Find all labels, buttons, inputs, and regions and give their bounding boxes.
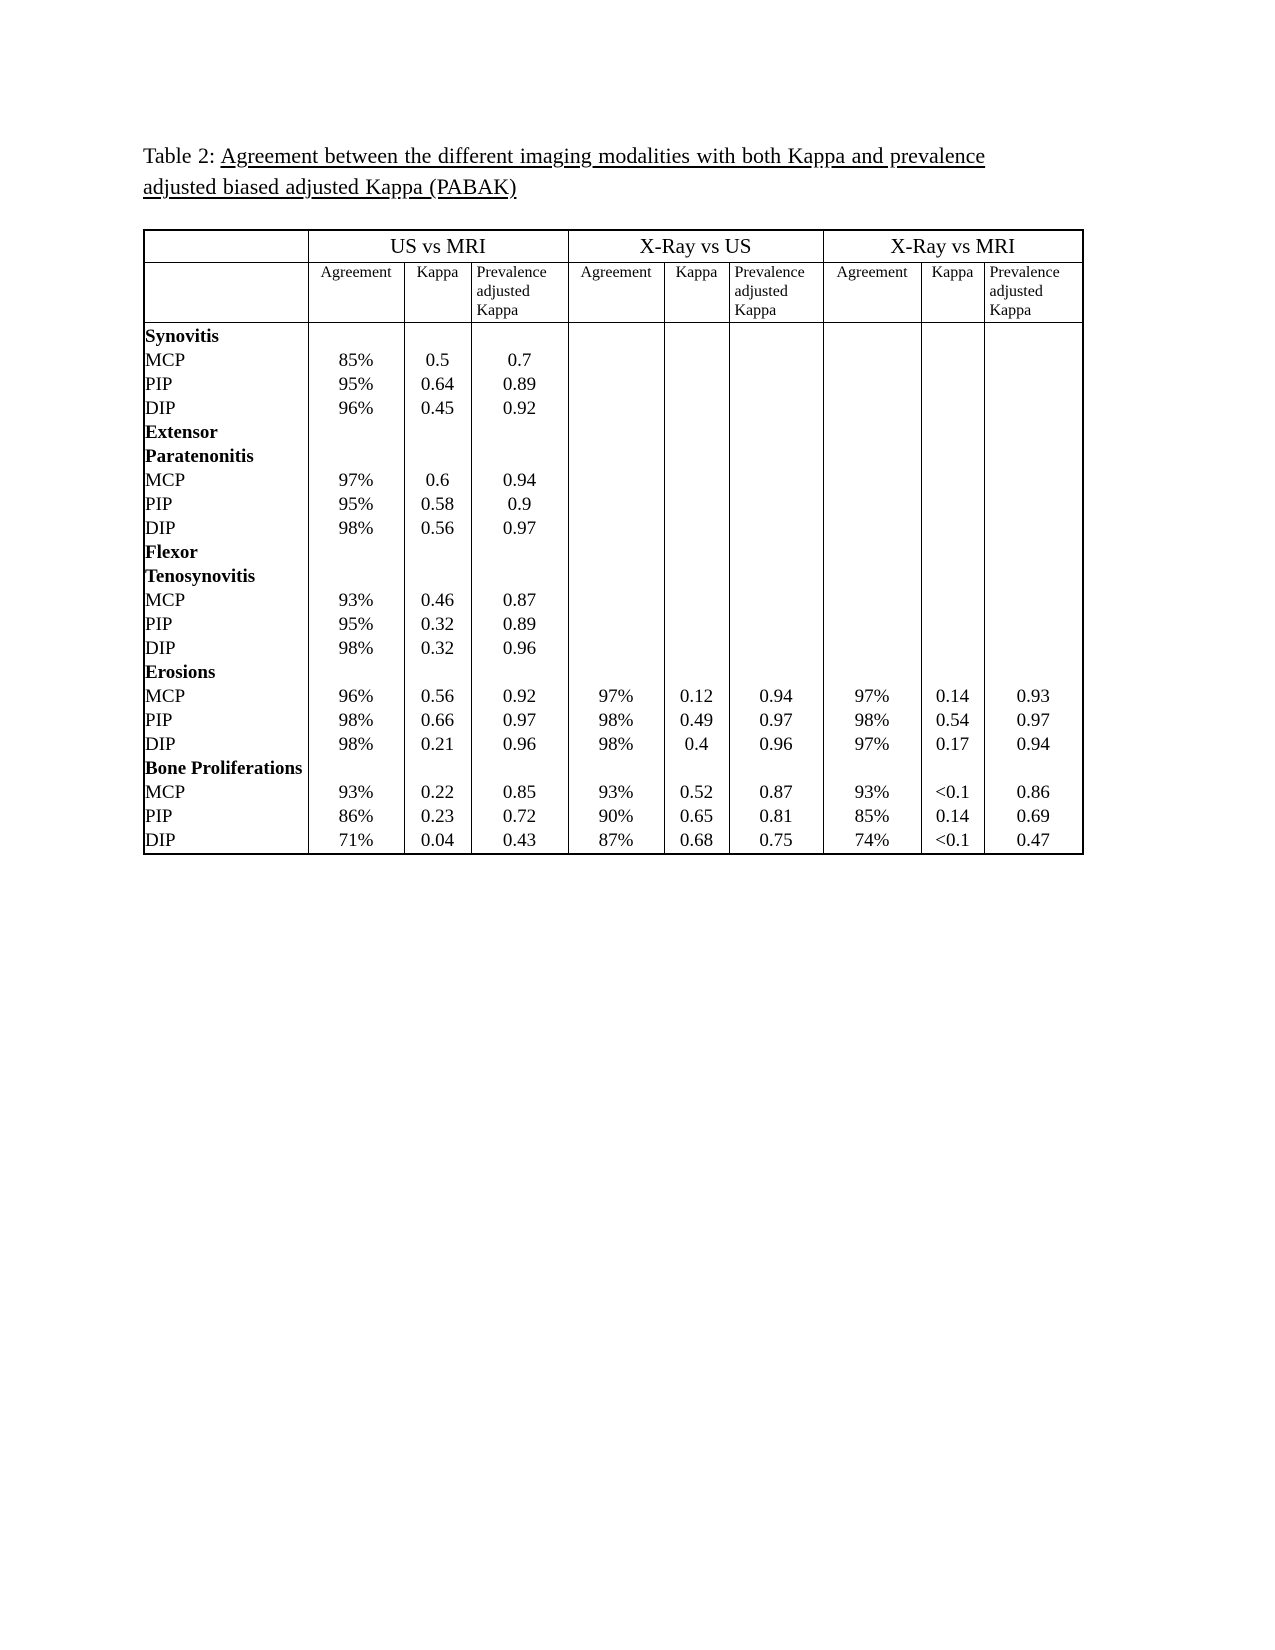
value-cell bbox=[471, 323, 568, 350]
value-cell: 0.45 bbox=[404, 397, 471, 421]
value-cell: 0.56 bbox=[404, 517, 471, 541]
value-cell bbox=[471, 421, 568, 469]
data-row bbox=[144, 493, 1083, 517]
section-row bbox=[144, 421, 1083, 469]
value-cell bbox=[664, 517, 729, 541]
value-cell: 0.68 bbox=[664, 829, 729, 854]
value-cell bbox=[984, 421, 1083, 469]
value-cell: 0.97 bbox=[984, 709, 1083, 733]
value-cell bbox=[568, 421, 664, 469]
value-cell: 93% bbox=[568, 781, 664, 805]
subheader-kappa: Kappa bbox=[921, 263, 984, 323]
agreement-table bbox=[143, 229, 1084, 855]
subheader-agreement: Agreement bbox=[568, 263, 664, 323]
value-cell bbox=[664, 757, 729, 781]
value-cell: 0.32 bbox=[404, 613, 471, 637]
value-cell: 0.49 bbox=[664, 709, 729, 733]
value-cell: 0.64 bbox=[404, 373, 471, 397]
data-row bbox=[144, 829, 1083, 854]
table-caption-line2: adjusted biased adjusted Kappa (PABAK) bbox=[143, 174, 517, 199]
value-cell bbox=[823, 637, 921, 661]
value-cell: 0.32 bbox=[404, 637, 471, 661]
value-cell: 85% bbox=[308, 349, 404, 373]
value-cell bbox=[921, 637, 984, 661]
value-cell bbox=[823, 541, 921, 589]
value-cell bbox=[729, 637, 823, 661]
value-cell: 0.4 bbox=[664, 733, 729, 757]
value-cell bbox=[921, 421, 984, 469]
value-cell bbox=[568, 637, 664, 661]
value-cell: 0.43 bbox=[471, 829, 568, 854]
row-label: PIP bbox=[144, 493, 308, 517]
value-cell bbox=[664, 493, 729, 517]
value-cell bbox=[729, 469, 823, 493]
value-cell: 0.5 bbox=[404, 349, 471, 373]
value-cell bbox=[984, 397, 1083, 421]
value-cell: 0.66 bbox=[404, 709, 471, 733]
corner-cell bbox=[144, 230, 308, 263]
data-row bbox=[144, 469, 1083, 493]
value-cell: 97% bbox=[823, 733, 921, 757]
value-cell bbox=[568, 517, 664, 541]
value-cell bbox=[568, 589, 664, 613]
section-row bbox=[144, 541, 1083, 589]
subheader-agreement: Agreement bbox=[308, 263, 404, 323]
value-cell bbox=[404, 661, 471, 685]
value-cell: 95% bbox=[308, 613, 404, 637]
group-header-xray-vs-us: X-Ray vs US bbox=[568, 230, 823, 263]
row-label: DIP bbox=[144, 397, 308, 421]
value-cell: 0.72 bbox=[471, 805, 568, 829]
value-cell: 0.56 bbox=[404, 685, 471, 709]
value-cell bbox=[568, 349, 664, 373]
value-cell: 0.14 bbox=[921, 805, 984, 829]
value-cell: 97% bbox=[308, 469, 404, 493]
value-cell bbox=[664, 469, 729, 493]
row-label: DIP bbox=[144, 829, 308, 854]
value-cell bbox=[984, 757, 1083, 781]
group-header-us-vs-mri: US vs MRI bbox=[308, 230, 568, 263]
value-cell bbox=[729, 493, 823, 517]
value-cell: 0.96 bbox=[471, 733, 568, 757]
data-row bbox=[144, 397, 1083, 421]
value-cell: 87% bbox=[568, 829, 664, 854]
value-cell: 86% bbox=[308, 805, 404, 829]
value-cell bbox=[823, 421, 921, 469]
section-row bbox=[144, 757, 1083, 781]
row-label: PIP bbox=[144, 805, 308, 829]
value-cell bbox=[471, 661, 568, 685]
value-cell bbox=[823, 517, 921, 541]
value-cell bbox=[568, 397, 664, 421]
value-cell bbox=[921, 397, 984, 421]
value-cell: 98% bbox=[308, 637, 404, 661]
value-cell bbox=[664, 373, 729, 397]
section-row bbox=[144, 661, 1083, 685]
value-cell bbox=[404, 757, 471, 781]
value-cell bbox=[664, 397, 729, 421]
value-cell bbox=[664, 421, 729, 469]
section-label: Bone Proliferations bbox=[144, 757, 308, 781]
value-cell bbox=[568, 541, 664, 589]
value-cell: 0.04 bbox=[404, 829, 471, 854]
page-content bbox=[143, 140, 1082, 855]
value-cell bbox=[471, 757, 568, 781]
value-cell: 97% bbox=[568, 685, 664, 709]
value-cell bbox=[404, 421, 471, 469]
value-cell bbox=[921, 469, 984, 493]
value-cell: 0.87 bbox=[729, 781, 823, 805]
value-cell: 0.65 bbox=[664, 805, 729, 829]
value-cell bbox=[823, 493, 921, 517]
value-cell: 74% bbox=[823, 829, 921, 854]
value-cell: 0.21 bbox=[404, 733, 471, 757]
value-cell bbox=[404, 541, 471, 589]
value-cell: 0.96 bbox=[471, 637, 568, 661]
value-cell bbox=[984, 613, 1083, 637]
section-label: Erosions bbox=[144, 661, 308, 685]
section-label: Synovitis bbox=[144, 323, 308, 350]
data-row bbox=[144, 517, 1083, 541]
value-cell bbox=[984, 541, 1083, 589]
row-label: MCP bbox=[144, 589, 308, 613]
section-label: Extensor Paratenonitis bbox=[144, 421, 308, 469]
value-cell: 96% bbox=[308, 685, 404, 709]
subheader-pabak: Prevalence adjusted Kappa bbox=[729, 263, 823, 323]
value-cell: 0.14 bbox=[921, 685, 984, 709]
value-cell bbox=[729, 757, 823, 781]
value-cell: 0.46 bbox=[404, 589, 471, 613]
value-cell bbox=[664, 661, 729, 685]
data-row bbox=[144, 373, 1083, 397]
value-cell: 95% bbox=[308, 373, 404, 397]
value-cell bbox=[568, 613, 664, 637]
value-cell bbox=[568, 323, 664, 350]
value-cell: 98% bbox=[308, 709, 404, 733]
value-cell bbox=[984, 661, 1083, 685]
value-cell: <0.1 bbox=[921, 781, 984, 805]
row-label: MCP bbox=[144, 685, 308, 709]
value-cell: 98% bbox=[568, 709, 664, 733]
value-cell bbox=[984, 517, 1083, 541]
subheader-pabak: Prevalence adjusted Kappa bbox=[471, 263, 568, 323]
value-cell bbox=[308, 757, 404, 781]
table-header bbox=[144, 230, 1083, 323]
value-cell: 0.6 bbox=[404, 469, 471, 493]
value-cell: 0.23 bbox=[404, 805, 471, 829]
value-cell: 0.89 bbox=[471, 613, 568, 637]
value-cell bbox=[921, 661, 984, 685]
value-cell bbox=[921, 541, 984, 589]
value-cell bbox=[984, 469, 1083, 493]
section-row bbox=[144, 323, 1083, 350]
value-cell bbox=[823, 469, 921, 493]
value-cell bbox=[921, 757, 984, 781]
value-cell bbox=[308, 421, 404, 469]
value-cell: 0.89 bbox=[471, 373, 568, 397]
value-cell bbox=[823, 589, 921, 613]
value-cell: 97% bbox=[823, 685, 921, 709]
value-cell: 98% bbox=[823, 709, 921, 733]
data-row bbox=[144, 349, 1083, 373]
value-cell: 0.92 bbox=[471, 397, 568, 421]
value-cell bbox=[823, 323, 921, 350]
value-cell bbox=[308, 323, 404, 350]
value-cell bbox=[404, 323, 471, 350]
value-cell bbox=[823, 613, 921, 637]
value-cell: 98% bbox=[308, 517, 404, 541]
value-cell: 0.69 bbox=[984, 805, 1083, 829]
subheader-pabak: Prevalence adjusted Kappa bbox=[984, 263, 1083, 323]
value-cell bbox=[729, 517, 823, 541]
value-cell bbox=[664, 541, 729, 589]
value-cell: 0.93 bbox=[984, 685, 1083, 709]
row-label: MCP bbox=[144, 469, 308, 493]
value-cell bbox=[921, 517, 984, 541]
value-cell bbox=[568, 373, 664, 397]
data-row bbox=[144, 733, 1083, 757]
table-caption bbox=[143, 140, 1082, 202]
value-cell: 98% bbox=[308, 733, 404, 757]
value-cell bbox=[308, 661, 404, 685]
value-cell: 0.97 bbox=[729, 709, 823, 733]
value-cell: 0.81 bbox=[729, 805, 823, 829]
row-label: MCP bbox=[144, 349, 308, 373]
value-cell bbox=[984, 637, 1083, 661]
row-label: MCP bbox=[144, 781, 308, 805]
value-cell bbox=[823, 397, 921, 421]
value-cell: 0.87 bbox=[471, 589, 568, 613]
data-row bbox=[144, 709, 1083, 733]
table-body bbox=[144, 323, 1083, 855]
value-cell bbox=[568, 757, 664, 781]
value-cell bbox=[921, 373, 984, 397]
value-cell bbox=[921, 493, 984, 517]
value-cell bbox=[729, 349, 823, 373]
value-cell: 0.86 bbox=[984, 781, 1083, 805]
value-cell bbox=[921, 323, 984, 350]
row-label: PIP bbox=[144, 613, 308, 637]
group-header-xray-vs-mri: X-Ray vs MRI bbox=[823, 230, 1083, 263]
value-cell bbox=[729, 541, 823, 589]
value-cell: 90% bbox=[568, 805, 664, 829]
value-cell bbox=[823, 373, 921, 397]
value-cell: 0.54 bbox=[921, 709, 984, 733]
value-cell bbox=[729, 589, 823, 613]
value-cell bbox=[984, 373, 1083, 397]
data-row bbox=[144, 589, 1083, 613]
value-cell: 98% bbox=[568, 733, 664, 757]
value-cell bbox=[729, 373, 823, 397]
value-cell: 0.58 bbox=[404, 493, 471, 517]
corner-cell bbox=[144, 263, 308, 323]
value-cell bbox=[823, 757, 921, 781]
value-cell: 0.94 bbox=[471, 469, 568, 493]
value-cell: 96% bbox=[308, 397, 404, 421]
value-cell: 0.92 bbox=[471, 685, 568, 709]
value-cell: 0.75 bbox=[729, 829, 823, 854]
value-cell bbox=[921, 349, 984, 373]
value-cell: 93% bbox=[308, 589, 404, 613]
table-caption-prefix: Table 2: bbox=[143, 143, 221, 168]
value-cell bbox=[568, 469, 664, 493]
value-cell bbox=[729, 397, 823, 421]
value-cell: 0.94 bbox=[729, 685, 823, 709]
value-cell: 0.85 bbox=[471, 781, 568, 805]
value-cell bbox=[984, 349, 1083, 373]
value-cell bbox=[664, 589, 729, 613]
value-cell: 85% bbox=[823, 805, 921, 829]
value-cell bbox=[921, 589, 984, 613]
value-cell: 0.17 bbox=[921, 733, 984, 757]
value-cell bbox=[729, 323, 823, 350]
value-cell: 93% bbox=[308, 781, 404, 805]
data-row bbox=[144, 613, 1083, 637]
value-cell: <0.1 bbox=[921, 829, 984, 854]
value-cell: 93% bbox=[823, 781, 921, 805]
value-cell: 0.22 bbox=[404, 781, 471, 805]
value-cell bbox=[984, 589, 1083, 613]
table-caption-line1: Agreement between the different imaging modalities with both Kappa and prevalence bbox=[220, 143, 986, 168]
section-label: Flexor Tenosynovitis bbox=[144, 541, 308, 589]
value-cell: 95% bbox=[308, 493, 404, 517]
value-cell: 0.94 bbox=[984, 733, 1083, 757]
value-cell bbox=[984, 323, 1083, 350]
value-cell: 0.96 bbox=[729, 733, 823, 757]
subheader-kappa: Kappa bbox=[404, 263, 471, 323]
value-cell: 0.97 bbox=[471, 517, 568, 541]
data-row bbox=[144, 805, 1083, 829]
data-row bbox=[144, 685, 1083, 709]
value-cell bbox=[308, 541, 404, 589]
value-cell bbox=[568, 493, 664, 517]
value-cell bbox=[664, 349, 729, 373]
value-cell bbox=[471, 541, 568, 589]
value-cell bbox=[664, 323, 729, 350]
row-label: DIP bbox=[144, 637, 308, 661]
data-row bbox=[144, 637, 1083, 661]
value-cell: 71% bbox=[308, 829, 404, 854]
row-label: DIP bbox=[144, 733, 308, 757]
value-cell bbox=[823, 349, 921, 373]
subheader-kappa: Kappa bbox=[664, 263, 729, 323]
value-cell bbox=[664, 637, 729, 661]
value-cell: 0.52 bbox=[664, 781, 729, 805]
value-cell bbox=[729, 421, 823, 469]
value-cell: 0.47 bbox=[984, 829, 1083, 854]
group-header-row bbox=[144, 230, 1083, 263]
sub-header-row bbox=[144, 263, 1083, 323]
row-label: PIP bbox=[144, 709, 308, 733]
row-label: PIP bbox=[144, 373, 308, 397]
value-cell bbox=[729, 661, 823, 685]
value-cell bbox=[984, 493, 1083, 517]
value-cell bbox=[664, 613, 729, 637]
value-cell: 0.97 bbox=[471, 709, 568, 733]
subheader-agreement: Agreement bbox=[823, 263, 921, 323]
value-cell bbox=[921, 613, 984, 637]
value-cell: 0.9 bbox=[471, 493, 568, 517]
value-cell bbox=[568, 661, 664, 685]
row-label: DIP bbox=[144, 517, 308, 541]
data-row bbox=[144, 781, 1083, 805]
value-cell: 0.12 bbox=[664, 685, 729, 709]
value-cell bbox=[729, 613, 823, 637]
value-cell: 0.7 bbox=[471, 349, 568, 373]
value-cell bbox=[823, 661, 921, 685]
